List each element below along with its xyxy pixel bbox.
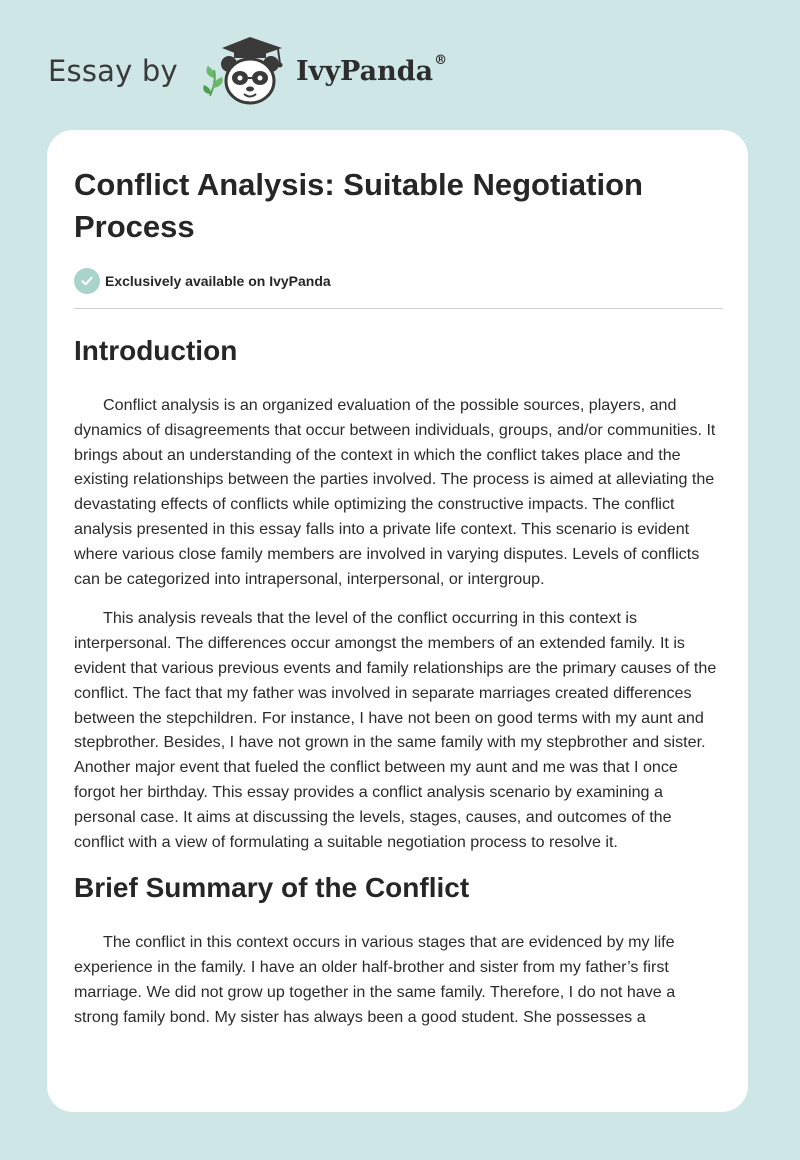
paragraph: This analysis reveals that the level of the conflict occurring in this context is interpersonal. The differences occur amongst the members of an extended family. It is evident that various previous events and family relationships are the primary causes of the conflict. The fact that my father was involved in separate marriages created differences between the stepchildren. For instance, I have not been on good terms with my aunt and stepbrother. Besides, I have not grown in the same family with my stepbrother and sister. Another major event that fueled the conflict between my aunt and me was that I once forgot her birthday. This essay provides a conflict analysis scenario by examining a personal case. It aims at discussing the levels, stages, causes, and outcomes of the conflict with a view of formulating a suitable negotiation process to resolve it.	[74, 609, 717, 851]
brand-logo-text[interactable]	[296, 53, 448, 87]
section-heading-introduction: Introduction	[74, 335, 238, 366]
paragraph: Conflict analysis is an organized evaluation of the possible sources, players, and dynamics of disagreements that occur between individuals, groups, and/or communities. It brings about an understanding of the context in which the conflict takes place and the existing relationships between the parties involved. The process is aimed at alleviating the devastating effects of conflicts while optimizing the constructive impacts. The conflict analysis presented in this essay falls into a private life context. This scenario is evident where various close family members are involved in varying disputes. Levels of conflicts can be categorized into intrapersonal, interpersonal, or intergroup.	[74, 396, 716, 588]
brand-name: IvyPanda	[296, 56, 434, 87]
paragraph: The conflict in this context occurs in various stages that are evidenced by my life experience in the family. I have an older half-brother and sister from my father’s first marriage. We did not grow up together in the same family. Therefore, I do not have a strong family bond. My sister has always been a good student. She possesses a	[74, 933, 676, 1026]
page-title: Conflict Analysis: Suitable Negotiation Process	[74, 167, 643, 244]
article-content	[74, 164, 723, 1030]
exclusive-badge	[74, 266, 723, 296]
divider	[74, 308, 723, 309]
section-heading-summary: Brief Summary of the Conflict	[74, 872, 470, 904]
registered-mark: ®	[434, 53, 448, 68]
essay-by-label: Essay by	[48, 54, 178, 88]
site-header	[48, 34, 568, 110]
checkmark-icon	[74, 268, 100, 294]
article-card	[47, 130, 748, 1112]
badge-text: Exclusively available on IvyPanda	[105, 273, 331, 289]
panda-graduate-icon	[202, 34, 294, 108]
